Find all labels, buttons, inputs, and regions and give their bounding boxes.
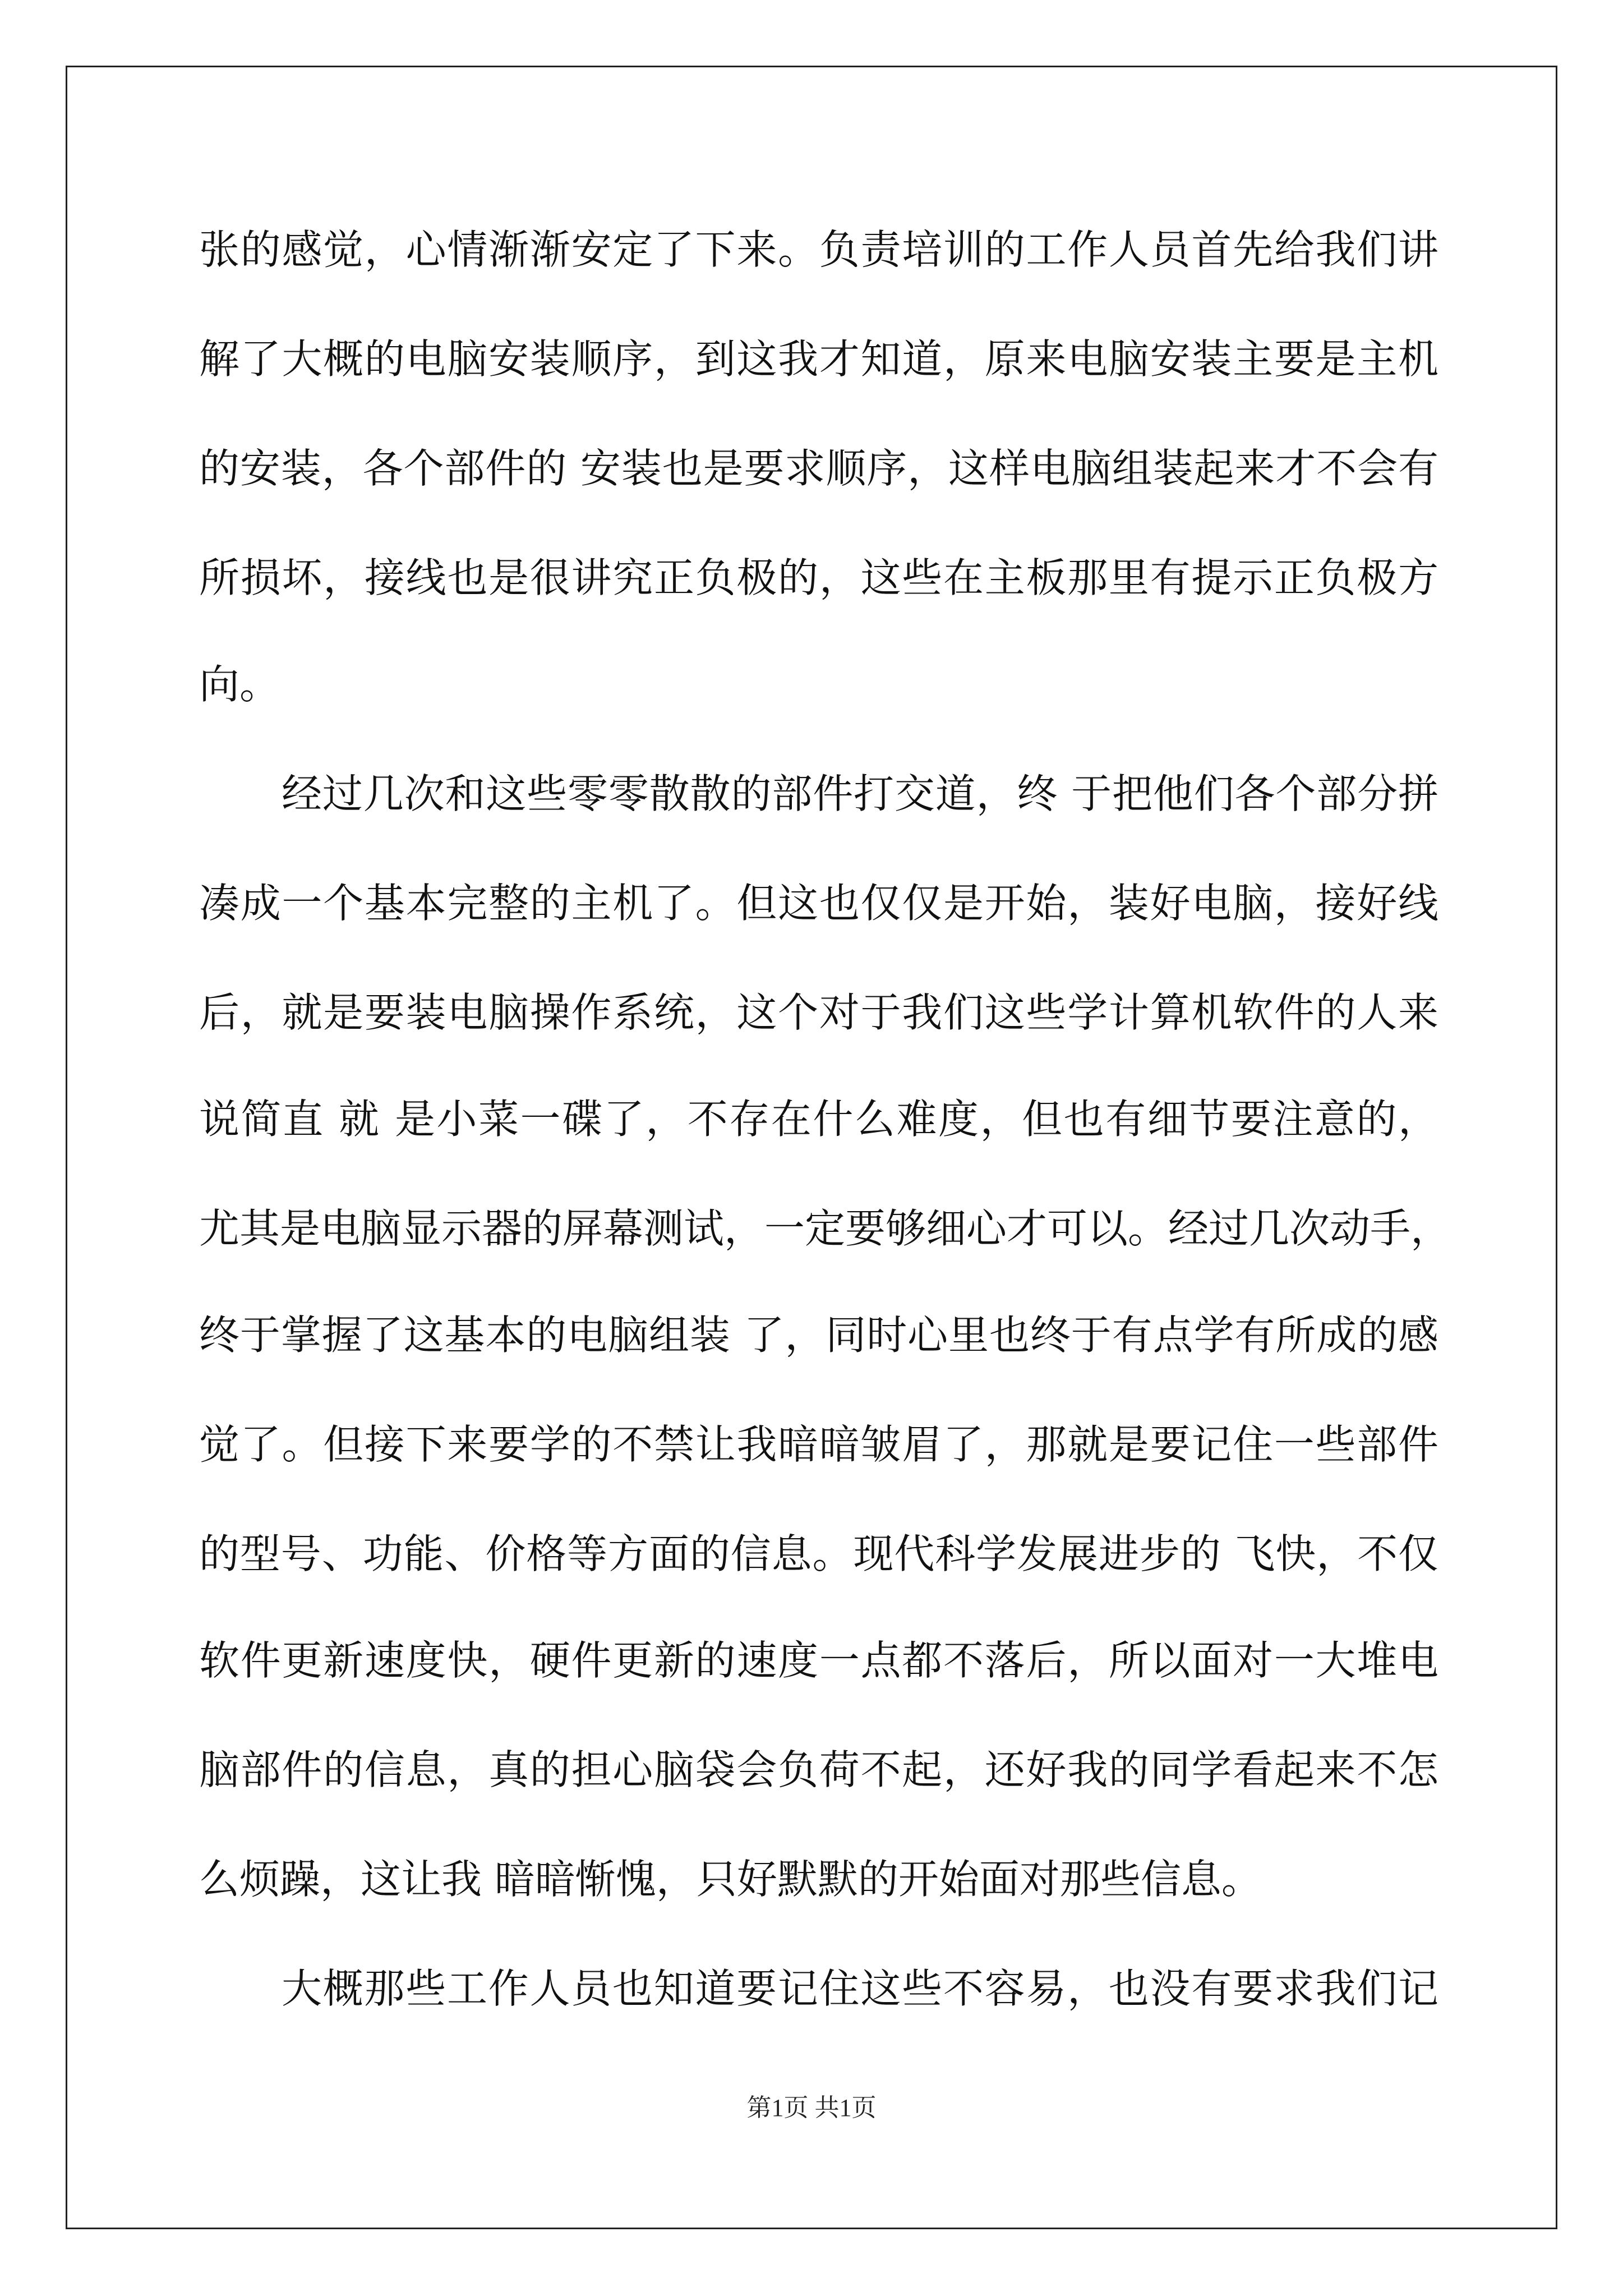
text-line: 张的感觉，心情渐渐安定了下来。负责培训的工作人员首先给我们讲 [199,226,1438,273]
text-line: 软件更新速度快，硬件更新的速度一点都不落后，所以面对一大堆电 [199,1637,1438,1684]
text-line: 终于掌握了这基本的电脑组装 了，同时心里也终于有点学有所成的感 [199,1312,1438,1359]
text-line: 所损坏，接线也是很讲究正负极的，这些在主板那里有提示正负极方 [199,554,1438,601]
text-line: 么烦躁，这让我 暗暗惭愧，只好默默的开始面对那些信息。 [199,1856,1262,1903]
page-number-footer: 第1页 共1页 [746,2094,877,2122]
text-line: 大概那些工作人员也知道要记住这些不容易，也没有要求我们记 [282,1965,1438,2012]
text-line: 觉了。但接下来要学的不禁让我暗暗皱眉了，那就是要记住一些部件 [199,1421,1438,1468]
text-line: 尤其是电脑显示器的屏幕测试，一定要够细心才可以。经过几次动手， [199,1205,1451,1252]
text-line: 经过几次和这些零零散散的部件打交道，终 于把他们各个部分拼 [282,770,1438,817]
text-line: 凑成一个基本完整的主机了。但这也仅仅是开始，装好电脑，接好线 [199,880,1438,927]
text-line: 解了大概的电脑安装顺序，到这我才知道，原来电脑安装主要是主机 [199,335,1438,383]
text-line: 的型号、功能、价格等方面的信息。现代科学发展进步的 飞快，不仅 [199,1530,1438,1577]
text-line: 说简直 就 是小菜一碟了，不存在什么难度，但也有细节要注意的， [199,1096,1438,1143]
text-line: 后，就是要装电脑操作系统，这个对于我们这些学计算机软件的人来 [199,989,1438,1036]
text-line: 脑部件的信息，真的担心脑袋会负荷不起，还好我的同学看起来不怎 [199,1746,1438,1793]
text-line: 的安装，各个部件的 安装也是要求顺序，这样电脑组装起来才不会有 [199,445,1438,492]
text-line: 向。 [199,661,280,708]
